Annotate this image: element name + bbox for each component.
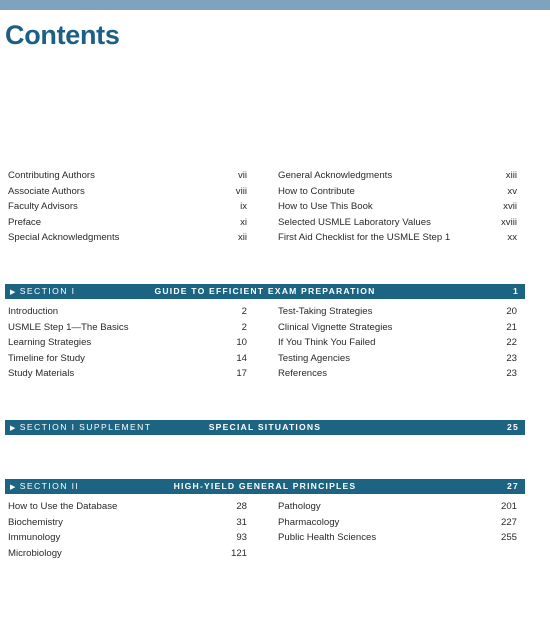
toc-entry[interactable]: Test-Taking Strategies 20	[278, 306, 517, 317]
toc-entry[interactable]: If You Think You Failed 22	[278, 337, 517, 349]
toc-entry[interactable]: Associate Authors viii	[8, 185, 247, 197]
toc-entry[interactable]: Study Materials 17	[8, 368, 247, 380]
toc-entry[interactable]: Preface xi	[8, 216, 247, 228]
section-title: HIGH-YIELD GENERAL PRINCIPLES	[173, 481, 357, 491]
toc-entry[interactable]: How to Contribute xv	[278, 185, 517, 197]
toc-entry[interactable]: General Acknowledgments xiii	[278, 170, 517, 181]
section-page-number: 1	[513, 286, 519, 296]
toc-entry[interactable]: Selected USMLE Laboratory Values xviii	[278, 216, 517, 228]
toc-entry[interactable]: Pharmacology 227	[278, 516, 517, 528]
section-page-number: 25	[507, 422, 519, 432]
toc-entry[interactable]: How to Use This Book xvii	[278, 201, 517, 213]
section-2-left-list	[8, 499, 247, 561]
toc-entry[interactable]: Clinical Vignette Strategies 21	[278, 321, 517, 333]
toc-entry[interactable]: Public Health Sciences 255	[278, 532, 517, 544]
triangle-right-icon: ▶	[10, 425, 17, 432]
toc-entry[interactable]: Introduction 2	[8, 306, 247, 317]
section-label: ▶ SECTION II	[10, 479, 79, 495]
section-page-number: 27	[507, 481, 519, 491]
toc-entry[interactable]: Immunology 93	[8, 532, 247, 544]
section-title: GUIDE TO EFFICIENT EXAM PREPARATION	[154, 286, 376, 296]
page-title: Contents	[5, 20, 120, 50]
section-title: SPECIAL SITUATIONS	[208, 422, 322, 432]
toc-entry[interactable]: Biochemistry 31	[8, 516, 247, 528]
toc-entry[interactable]: USMLE Step 1—The Basics 2	[8, 321, 247, 333]
section-header-bar[interactable]	[5, 420, 525, 435]
top-color-bar	[0, 0, 550, 10]
front-matter-right-list	[278, 168, 517, 246]
toc-entry[interactable]: Faculty Advisors ix	[8, 201, 247, 213]
section-2-right-list	[278, 499, 517, 546]
section-header-bar[interactable]	[5, 479, 525, 494]
section-1-left-list	[8, 304, 247, 382]
toc-entry[interactable]: First Aid Checklist for the USMLE Step 1 xx	[278, 232, 517, 244]
section-label: ▶ SECTION I SUPPLEMENT	[10, 420, 151, 436]
toc-entry[interactable]: How to Use the Database 28	[8, 501, 247, 512]
section-header-bar[interactable]	[5, 284, 525, 299]
section-1-right-list	[278, 304, 517, 382]
toc-entry[interactable]: References 23	[278, 368, 517, 380]
toc-entry[interactable]: Special Acknowledgments xii	[8, 232, 247, 244]
toc-entry[interactable]: Testing Agencies 23	[278, 352, 517, 364]
toc-entry[interactable]: Learning Strategies 10	[8, 337, 247, 349]
triangle-right-icon: ▶	[10, 484, 17, 491]
toc-entry[interactable]: Microbiology 121	[8, 547, 247, 559]
toc-entry[interactable]: Contributing Authors vii	[8, 170, 247, 181]
front-matter-left-list	[8, 168, 247, 246]
section-label: ▶ SECTION I	[10, 284, 75, 300]
toc-entry[interactable]: Pathology 201	[278, 501, 517, 512]
triangle-right-icon: ▶	[10, 289, 17, 296]
toc-entry[interactable]: Timeline for Study 14	[8, 352, 247, 364]
